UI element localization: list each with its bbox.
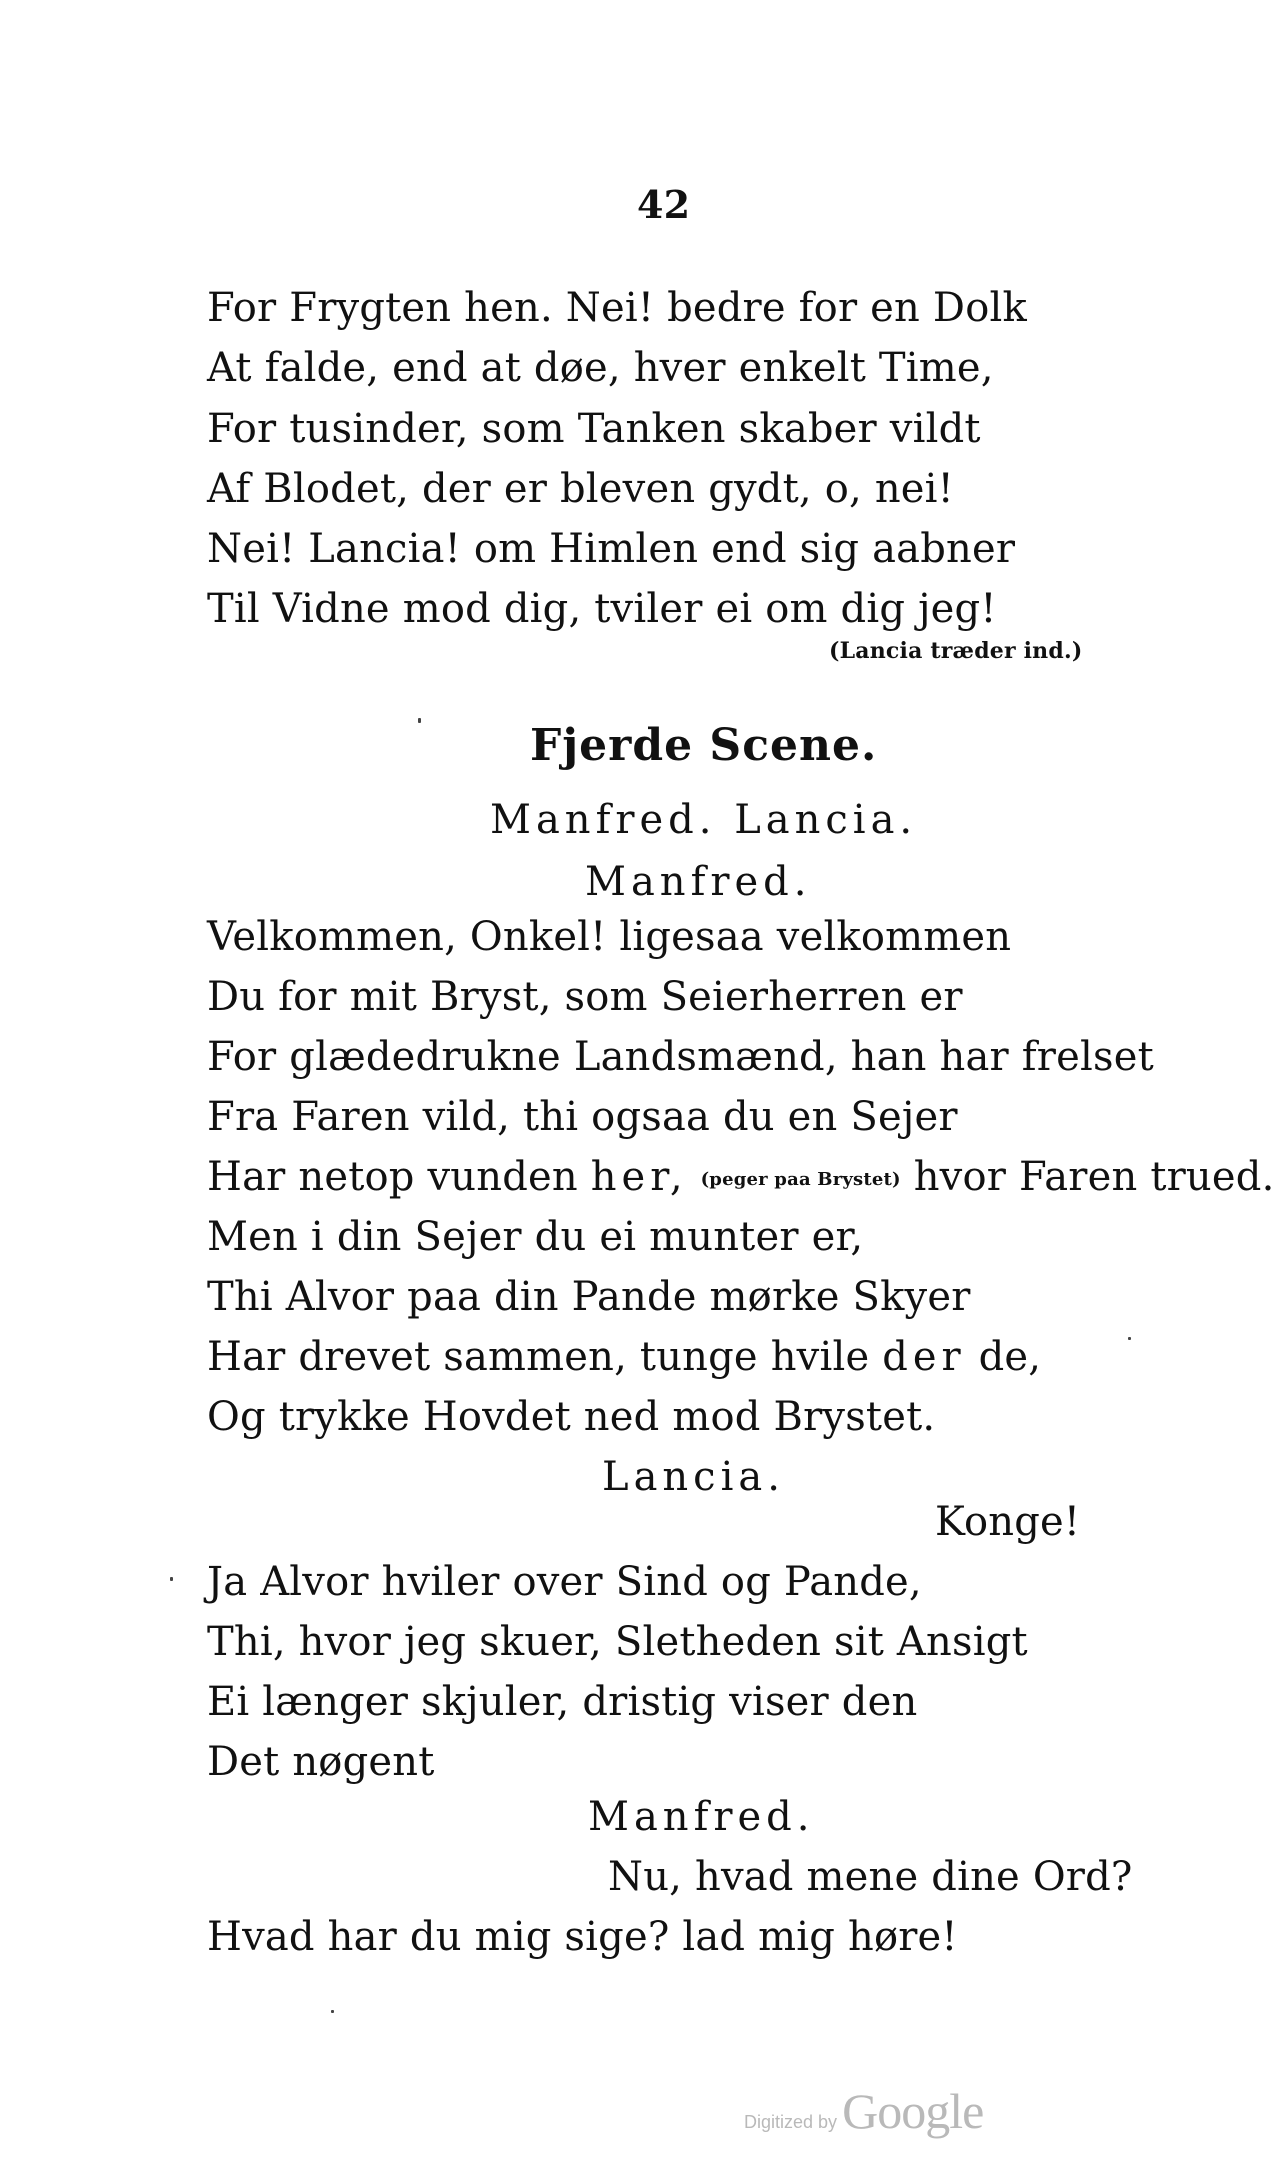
verse-line: Det nøgent [207,1739,435,1785]
print-speck [331,2010,334,2013]
verse-line: Thi Alvor paa din Pande mørke Skyer [207,1274,971,1320]
verse-line [207,1334,1042,1380]
verse-line: Velkommen, Onkel! ligesaa velkommen [207,914,1012,960]
verse-line: Nei! Lancia! om Himlen end sig aabner [207,526,1016,572]
print-speck [170,1577,173,1581]
stage-direction: (peger paa Brystet) [700,1169,901,1190]
scene-title: Fjerde Scene. [530,720,878,771]
print-speck [418,718,421,723]
verse-line: Du for mit Bryst, som Seierherren er [207,974,963,1020]
verse-text: Har netop vunden [207,1154,578,1200]
verse-line: Konge! [935,1499,1081,1545]
speaker-name: Manfred. [585,859,812,905]
verse-line: Til Vidne mod dig, tviler ei om dig jeg! [207,586,997,632]
speaker-name: Lancia. [602,1454,785,1500]
verse-line: Men i din Sejer du ei munter er, [207,1214,864,1260]
verse-line: Af Blodet, der er bleven gydt, o, nei! [207,466,954,512]
page-number: 42 [637,182,691,227]
verse-text: Har drevet sammen, tunge hvile [207,1334,870,1380]
google-logo: Google [842,2083,984,2139]
print-speck [1128,1337,1131,1340]
verse-line: Hvad har du mig sige? lad mig høre! [207,1914,958,1960]
verse-line: Ei længer skjuler, dristig viser den [207,1679,918,1725]
verse-text: hvor Faren trued. [913,1154,1274,1200]
verse-line: Fra Faren vild, thi ogsaa du en Sejer [207,1094,958,1140]
digitized-by-watermark [744,2082,983,2140]
verse-line: Og trykke Hovdet ned mod Brystet. [207,1394,936,1440]
verse-line: Thi, hvor jeg skuer, Sletheden sit Ansigt [207,1619,1028,1665]
stage-direction: (Lancia træder ind.) [829,638,1083,664]
verse-line: For glædedrukne Landsmænd, han har frelset [207,1034,1154,1080]
verse-line: For Frygten hen. Nei! bedre for en Dolk [207,285,1027,331]
speaker-name: Manfred. [588,1794,815,1840]
verse-text: de, [978,1334,1042,1380]
emphasized-word: her, [590,1154,688,1200]
verse-line: Nu, hvad mene dine Ord? [608,1854,1133,1900]
emphasized-word: der [882,1334,966,1380]
verse-line [207,1154,1274,1200]
verse-line: At falde, end at døe, hver enkelt Time, [207,345,994,391]
character-list: Manfred. Lancia. [490,797,918,843]
verse-line: Ja Alvor hviler over Sind og Pande, [207,1559,922,1605]
digitized-by-label: Digitized by [744,2112,838,2132]
verse-line: For tusinder, som Tanken skaber vildt [207,406,981,452]
